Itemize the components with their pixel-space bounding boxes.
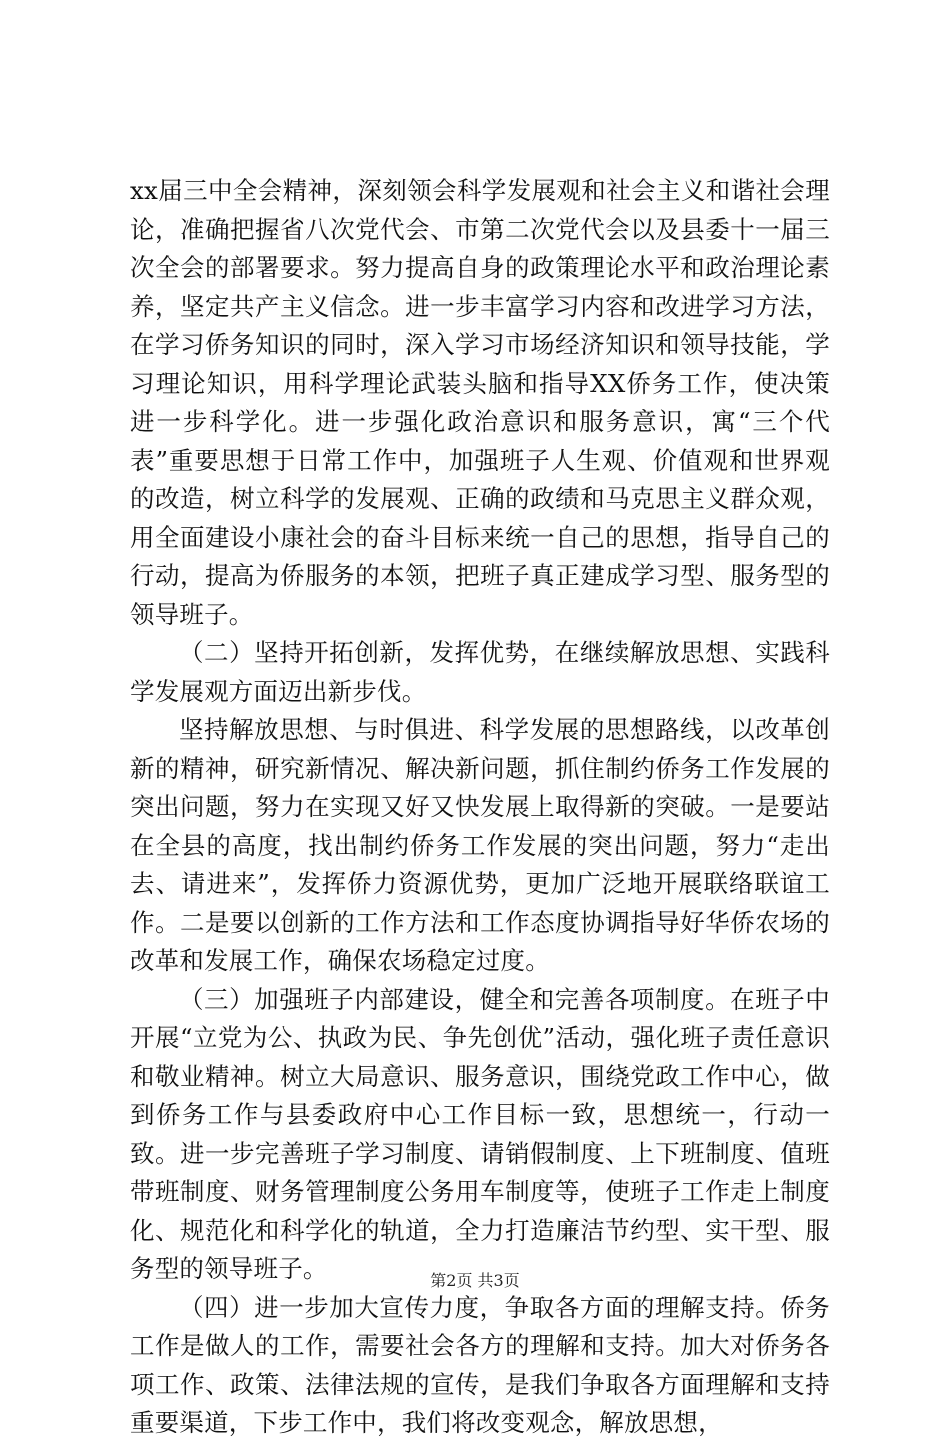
paragraph-section-four: （四）进一步加大宣传力度，争取各方面的理解支持。侨务工作是做人的工作，需要社会各方的理解和支持。加大对侨务各项工作、政策、法律法规的宣传，是我们争取各方面理解和支持重要渠道，下步工作中，我们将改变观念，解放思想，: [130, 1292, 830, 1437]
paragraph-section-two-body: 坚持解放思想、与时俱进、科学发展的思想路线，以改革创新的精神，研究新情况、解决新问题，抓住制约侨务工作发展的突出问题，努力在实现又好又快发展上取得新的突破。一是要站在全县的高度，找出制约侨务工作发展的突出问题，努力“走出去、请进来”，发挥侨力资源优势，更加广泛地开展联络联谊工作。二是要以创新的工作方法和工作态度协调指导好华侨农场的改革和发展工作，确保农场稳定过度。: [130, 715, 830, 975]
document-body: [130, 172, 830, 1443]
paragraph-continuation: xx届三中全会精神，深刻领会科学发展观和社会主义和谐社会理论，准确把握省八次党代会、市第二次党代会以及县委十一届三次全会的部署要求。努力提高自身的政策理论水平和政治理论素养，坚定共产主义信念。进一步丰富学习内容和改进学习方法，在学习侨务知识的同时，深入学习市场经济知识和领导技能，学习理论知识，用科学理论武装头脑和指导XX侨务工作，使决策进一步科学化。进一步强化政治意识和服务意识，寓“三个代表”重要思想于日常工作中，加强班子人生观、价值观和世界观的改造，树立科学的发展观、正确的政绩和马克思主义群众观，用全面建设小康社会的奋斗目标来统一自己的思想，指导自己的行动，提高为侨服务的本领，把班子真正建成学习型、服务型的领导班子。: [130, 176, 830, 629]
paragraph-section-three: （三）加强班子内部建设，健全和完善各项制度。在班子中开展“立党为公、执政为民、争先创优”活动，强化班子责任意识和敬业精神。树立大局意识、服务意识，围绕党政工作中心，做到侨务工作与县委政府中心工作目标一致，思想统一，行动一致。进一步完善班子学习制度、请销假制度、上下班制度、值班带班制度、财务管理制度公务用车制度等，使班子工作走上制度化、规范化和科学化的轨道，全力打造廉洁节约型、实干型、服务型的领导班子。: [130, 984, 830, 1283]
page-number-footer: 第2页 共3页: [430, 1271, 520, 1290]
paragraph-section-two-heading: （二）坚持开拓创新，发挥优势，在继续解放思想、实践科学发展观方面迈出新步伐。: [130, 638, 830, 706]
